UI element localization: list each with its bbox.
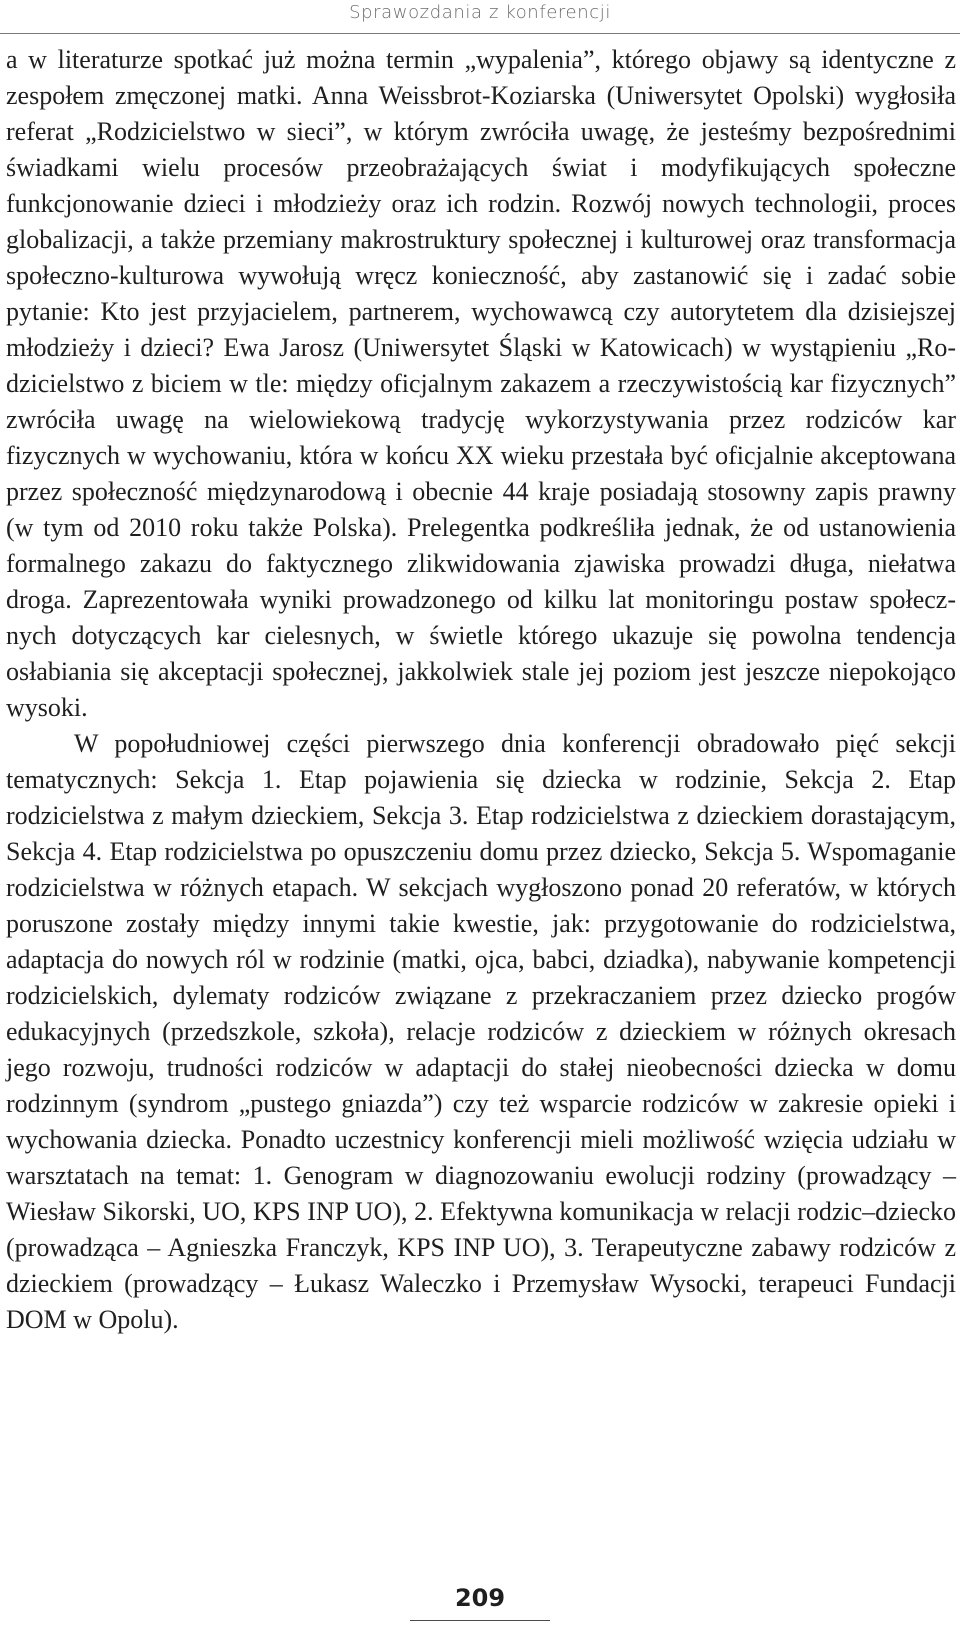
header-rule	[0, 33, 960, 34]
page-body	[6, 42, 956, 1338]
paragraph-1: a w literaturze spotkać już można termin „wypalenia”, którego objawy są identyczne z zespołem zmęczonej matki. Anna Weissbrot-Koziarska (Uniwersytet Opolski) wygłosiła referat „Rodzicielstwo w sieci”, w którym zwróciła uwagę, że jesteśmy bezpośrednimi świadkami wielu procesów przeobrażających świat i modyfikujących społeczne funkcjonowanie dzieci i młodzieży oraz ich rodzin. Rozwój nowych technologii, proces globalizacji, a także przemiany makrostruktury społecznej i kulturowej oraz transformacja społeczno-kulturowa wywołują wręcz konieczność, aby zastanowić się i zadać sobie pytanie: Kto jest przyjacielem, partnerem, wychowawcą czy autorytetem dla dzisiejszej młodzieży i dzieci? Ewa Jarosz (Uniwersytet Śląski w Katowicach) w wystąpieniu „Rodzicielstwo z biciem w tle: między oficjalnym zakazem a rzeczywistością kar fizycznych” zwróciła uwagę na wielowiekową tradycję wykorzystywania przez rodziców kar fizycznych w wychowaniu, która w końcu XX wieku przestała być oficjalnie akceptowana przez społeczność międzynarodową i obecnie 44 kraje posiadają stosowny zapis prawny (w tym od 2010 roku także Polska). Prelegentka podkreśliła jednak, że od ustanowienia formalnego zakazu do faktycznego zlikwidowania zjawiska prowadzi długa, niełatwa droga. Zaprezentowała wyniki prowadzonego od kilku lat monitoringu postaw społecznych dotyczących kar cielesnych, w świetle którego ukazuje się powolna tendencja osłabiania się akceptacji społecznej, jakkolwiek stale jej poziom jest jeszcze niepokojąco wysoki.	[6, 45, 956, 722]
paragraph-2: W popołudniowej części pierwszego dnia konferencji obradowało pięć sekcji tematycznych: Sekcja 1. Etap pojawienia się dziecka w rodzinie, Sekcja 2. Etap rodzicielstwa z małym dzieckiem, Sekcja 3. Etap rodzicielstwa z dzieckiem dorastającym, Sekcja 4. Etap rodzicielstwa po opuszczeniu domu przez dziecko, Sekcja 5. Wspomaganie rodzicielstwa w różnych etapach. W sekcjach wygłoszono ponad 20 referatów, w których poruszone zostały między innymi takie kwestie, jak: przygotowanie do rodzicielstwa, adaptacja do nowych ról w rodzinie (matki, ojca, babci, dziadka), nabywanie kompetencji rodzicielskich, dylematy rodziców związane z przekraczaniem przez dziecko progów edukacyjnych (przedszkole, szkoła), relacje rodziców z dzieckiem w różnych okresach jego rozwoju, trudności rodziców w adaptacji do stałej nieobecności dziecka w domu rodzinnym (syndrom „pustego gniazda”) czy też wsparcie rodziców w zakresie opieki i wychowania dziecka. Ponadto uczestnicy konferencji mieli możliwość wzięcia udziału w warsztatach na temat: 1. Genogram w diagnozowaniu ewolucji rodziny (prowadzący – Wiesław Sikorski, UO, KPS INP UO), 2. Efektywna komunikacja w relacji rodzic–dziecko (prowadząca – Agnieszka Franczyk, KPS INP UO), 3. Terapeutyczne zabawy rodziców z dzieckiem (prowadzący – Łukasz Waleczko i Przemysław Wysocki, terapeuci Fundacji DOM w Opolu).	[6, 729, 956, 1334]
page-number-rule	[410, 1620, 550, 1621]
page-number: 209	[454, 1584, 506, 1612]
running-head-title: Sprawozdania z konferencji	[349, 2, 611, 23]
